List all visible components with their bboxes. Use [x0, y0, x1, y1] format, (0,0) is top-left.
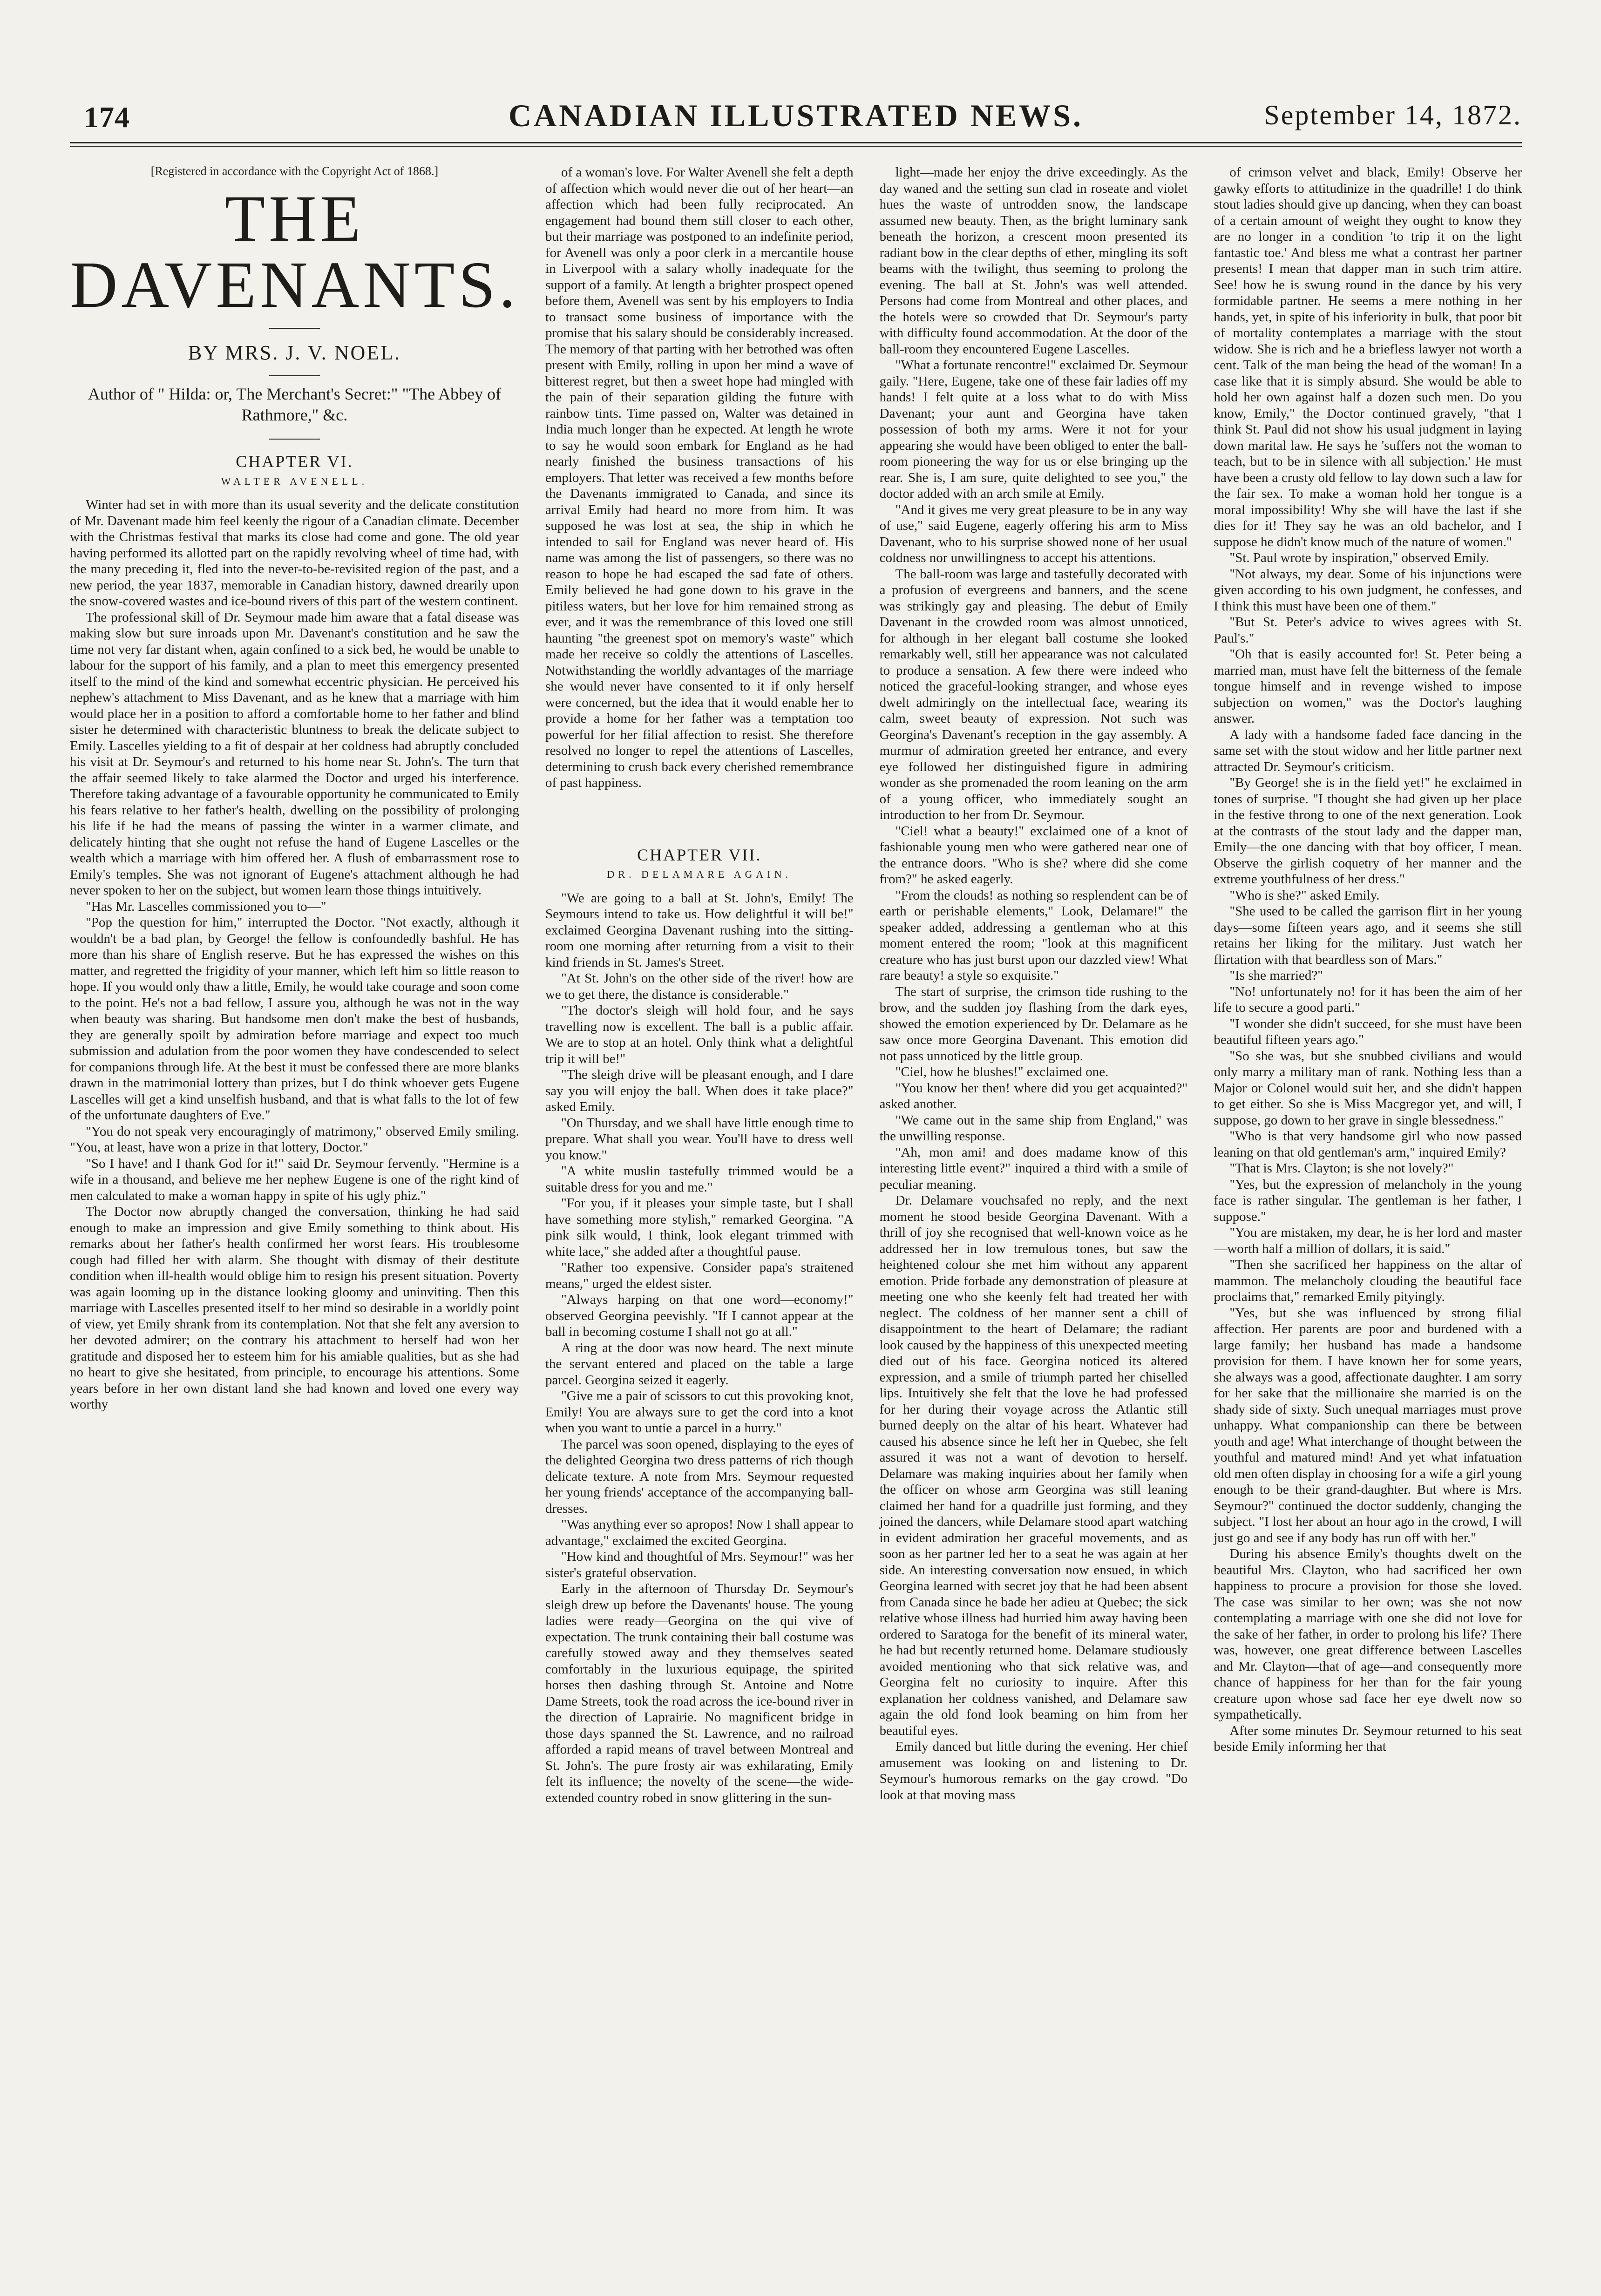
- column-3: [880, 164, 1188, 1806]
- paragraph: "You are mistaken, my dear, he is her lord and master—worth half a million of dollars, it is said.": [1214, 1225, 1522, 1256]
- chapter-7-body: [545, 890, 854, 1806]
- paragraph: "Rather too expensive. Consider papa's straitened means," urged the eldest sister.: [545, 1260, 854, 1291]
- paragraph: of crimson velvet and black, Emily! Observe her gawky efforts to attitudinize in the quadrille! I do think stout ladies should give up dancing, when they can boast of a certain amount of weight they ought to know they are no longer in a condition 'to trip it on the light fantastic toe.' And bless me what a contrast her partner presents! I mean that dapper man in such trim attire. See! how he is swung round in the dance by his very formidable partner. He seems a mere nothing in her hands, yet, in spite of his inferiority in bulk, that poor bit of mortality contemplates a marriage with the stout widow. She is rich and he a briefless lawyer not worth a cent. Talk of the man being the head of the woman! In a case like that it is simply absurd. She would be able to hold her own against half a dozen such men. Do you know, Emily," the Doctor continued gravely, "that I think St. Paul did not show his usual judgment in laying down marital law. He says he 'suffers not the woman to teach, but to be in silence with all subjection.' He must have been a crusty old fellow to lay down such a law for the fair sex. To make a woman hold her tongue is a moral impossibility! Why she will have the last if she dies for it! They say he was an old bachelor, and I suppose he didn't know much of the nature of women.": [1214, 165, 1522, 549]
- paragraph: "Ah, mon ami! and does madame know of this interesting little event?" inquired a third with a smile of peculiar meaning.: [879, 1145, 1188, 1192]
- paragraph: After some minutes Dr. Seymour returned to his seat beside Emily informing her that: [1214, 1723, 1522, 1754]
- spacer: [545, 791, 854, 833]
- paragraph: of a woman's love. For Walter Avenell she felt a depth of affection which would never die out of her heart—an affection which had been fully reciprocated. An engagement had bound them still closer to each other, but their marriage was postponed to an indefinite period, for Avenell was only a poor clerk in a mercantile house in Liverpool with a salary wholly inadequate for the support of a family. At length a brighter prospect opened before them, Avenell was sent by his employers to India to transact some business of importance with the promise that his salary should be considerably increased. The memory of that parting with her betrothed was often present with Emily, rolling in upon her mind a wave of bitterest regret, but then a sweet hope had mingled with the pain of their separation gilding the future with rainbow tints. Time passed on, Walter was detained in India much longer than he expected. At length he wrote to say he would soon embark for England as he had nearly finished the business transactions of his employers. That letter was received a few months before the Davenants immigrated to Canada, and since its arrival Emily had heard no more from him. It was supposed he was lost at sea, the ship in which he intended to sail for England was never heard of. His name was among the list of passengers, so there was no reason to hope he had escaped the sad fate of others. Emily believed he had gone down to his grave in the pitiless waters, but her love for him remained strong as ever, and it was the remembrance of this loved one still haunting "the greenest spot on memory's waste" which made her receive so coldly the attentions of Lascelles. Notwithstanding the worldly advantages of the marriage she would never have consented to it if only herself were concerned, but the idea that it would enable her to provide a home for her father was a temptation too powerful for her filial affection to resist. She therefore resolved no longer to repel the attentions of Lascelles, determining to crush back every cherished remembrance of past happiness.: [545, 165, 854, 790]
- paragraph: "What a fortunate rencontre!" exclaimed Dr. Seymour gaily. "Here, Eugene, take one of these fair ladies off my hands! I felt quite at a loss what to do with Miss Davenant; your aunt and Georgina have taken possession of both my arms. Were it not for your appearing she would have been obliged to enter the ball-room pioneering the way for us or else bringing up the rear. She is, I am sure, quite delighted to see you," the doctor added with an arch smile at Emily.: [879, 358, 1188, 501]
- paragraph: "Then she sacrificed her happiness on the altar of mammon. The melancholy clouding the beautiful face proclaims that," remarked Emily pityingly.: [1214, 1257, 1522, 1304]
- paragraph: "On Thursday, and we shall have little enough time to prepare. What shall you wear. You'll have to dress well you know.": [545, 1115, 854, 1163]
- divider: [269, 328, 320, 329]
- paragraph: Winter had set in with more than its usual severity and the delicate constitution of Mr. Davenant made him feel keenly the rigour of a Canadian climate. December with the Christmas festival that marks its close had come and gone. The old year having performed its allotted part on the rapidly revolving wheel of time had, with the many preceding it, fled into the never-to-be-revisited region of the past, and a new period, the year 1837, memorable in Canadian history, dawned drearily upon the snow-covered wastes and ice-bound rivers of this part of the western continent.: [70, 497, 519, 609]
- article-columns: [70, 164, 1522, 1806]
- header-rule: [70, 142, 1522, 147]
- paragraph: "Pop the question for him," interrupted the Doctor. "Not exactly, although it wouldn't be a bad plan, by George! the fellow is confoundedly bashful. He has more than his share of English reserve. But he has expressed the wishes on this matter, and regretted the frigidity of your manner, which left him so little reason to hope. If you would only thaw a little, Emily, he would take courage and soon come to the point. He's not a bad fellow, I assure you, although he was not in the way when beauty was sharing. But handsome men don't make the best of husbands, they are generally spoilt by admiration before marriage and expect too much submission and adulation from the poor women they have condescended to select for companions through life. At the best it must be confessed there are more blanks drawn in the matrimonial lottery than prizes, but I do think whoever gets Eugene Lascelles will get a kind unselfish husband, and that is what falls to the lot of few of the unfortunate daughters of Eve.": [70, 915, 519, 1123]
- paragraph: "The doctor's sleigh will hold four, and he says travelling now is excellent. The ball is a public affair. We are to stop at an hotel. Only think what a delightful trip it will be!": [545, 1003, 854, 1066]
- column-1: [70, 164, 519, 1806]
- paragraph: "No! unfortunately no! for it has been the aim of her life to secure a good parti.": [1214, 984, 1522, 1015]
- paragraph: During his absence Emily's thoughts dwelt on the beautiful Mrs. Clayton, who had sacrificed her own happiness to procure a provision for those she loved. The case was similar to her own; was she not now contemplating a marriage with one she did not love for the sake of her father, in order to prolong his life? There was, however, one great difference between Lascelles and Mr. Clayton—that of age—and consequently more chance of happiness for her than for the fair young creature upon whose sad face her eye dwelt now so sympathetically.: [1214, 1546, 1522, 1722]
- chapter-subtitle: WALTER AVENELL.: [221, 475, 368, 488]
- paragraph: "The sleigh drive will be pleasant enough, and I dare say you will enjoy the ball. When does it take place?" asked Emily.: [545, 1067, 854, 1114]
- paragraph: "How kind and thoughtful of Mrs. Seymour!" was her sister's grateful observation.: [545, 1549, 854, 1580]
- paragraph: Early in the afternoon of Thursday Dr. Seymour's sleigh drew up before the Davenants' house. The young ladies were ready—Georgina on the qui vive of expectation. The trunk containing their ball costume was carefully stowed away and they themselves seated comfortably in the luxurious equipage, the spirited horses then dashing through St. Antoine and Notre Dame Streets, took the road across the ice-bound river in the direction of Laprairie. No magnificent bridge in those days spanned the St. Lawrence, and no railroad afforded a rapid means of travel between Montreal and St. John's. The pure frosty air was exhilarating, Emily felt its influence; the novelty of the scene—the wide-extended country robed in snow glittering in the sun-: [545, 1581, 854, 1805]
- paragraph: "At St. John's on the other side of the river! how are we to get there, the distance is considerable.": [545, 971, 854, 1002]
- column-3-body: [880, 164, 1188, 1803]
- paragraph: "So she was, but she snubbed civilians and would only marry a military man of rank. Nothing less than a Major or Colonel would suit her, and she didn't happen to get either. So she is Miss Macgregor yet, and will, I suppose, go down to her grave in single blessedness.": [1214, 1048, 1522, 1128]
- paragraph: "Oh that is easily accounted for! St. Peter being a married man, must have felt the bitterness of the female tongue himself and in revenge wished to impose subjection on women," was the Doctor's laughing answer.: [1214, 647, 1522, 726]
- paragraph: The parcel was soon opened, displaying to the eyes of the delighted Georgina two dress patterns of rich though delicate texture. A note from Mrs. Seymour requested her young friends' acceptance of the accompanying ball-dresses.: [545, 1436, 854, 1516]
- paragraph: Dr. Delamare vouchsafed no reply, and the next moment he stood beside Georgina Davenant. With a thrill of joy she recognised that well-known voice as he addressed her in low tremulous tones, but saw the heightened colour she met him without any apparent emotion. Pride forbade any demonstration of pleasure at meeting one who she keenly felt had treated her with neglect. The coldness of her manner sent a chill of disappointment to the heart of Delamare; the radiant look caused by the happiness of this unexpected meeting died out of his face. Georgina noticed its altered expression, and a smile of triumph parted her chiselled lips. Intuitively she felt that the love he had professed for her during their voyage across the Atlantic still burned deeply on the altar of his heart. Whatever had caused his absence since he left her in Quebec, she felt assured it was not a want of devotion to herself. Delamare was making inquiries about her family when the officer on whose arm Georgina was still leaning claimed her hand for a quadrille just forming, and they joined the dancers, while Delamare stood apart watching in evident admiration her graceful movements, and as soon as her partner led her to a seat he was again at her side. An interesting conversation now ensued, in which Georgina learned with secret joy that he had been absent from Canada since he bade her adieu at Quebec; the sick relative whose illness had hurried him away having been ordered to Saratoga for the benefit of its mineral water, he had but recently returned home. Delamare studiously avoided mentioning who that sick relative was, and Georgina felt no curiosity to inquire. After this explanation her coldness vanished, and Delamare saw again the old fond look beaming on him from her beautiful eyes.: [879, 1193, 1188, 1738]
- paragraph: The Doctor now abruptly changed the conversation, thinking he had said enough to make an impression and give Emily something to think about. His remarks about her father's health confirmed her worst fears. His troublesome cough had filled her with alarm. She thought with dismay of their destitute condition when ill-health would oblige him to resign his present situation. Poverty was again looming up in the distance looking gloomy and uninviting. Then this marriage with Lascelles presented itself to her mind so desirable in a worldly point of view, yet Emily shrank from its contemplation. Not that she felt any aversion to her devoted admirer; on the contrary his attachment to herself had won her gratitude and disposed her to esteem him for his amiable qualities, but as she had no heart to give she hesitated, from principle, to encourage his attentions. Some years before in her own distant land she had known and loved one every way worthy: [70, 1204, 519, 1412]
- paragraph: The professional skill of Dr. Seymour made him aware that a fatal disease was making slow but sure inroads upon Mr. Davenant's constitution and he saw the time not very far distant when, again confined to a sick bed, he would be unable to labour for the support of his family, and a plan to meet this emergency presented itself to the mind of the kind and somewhat eccentric physician. He perceived his nephew's attachment to Miss Davenant, and as he knew that a marriage with him would place her in a position to afford a comfortable home to her father and blind sister he determined with characteristic bluntness to break the delicate subject to Emily. Lascelles yielding to a fit of despair at her coldness had abruptly concluded his visit at Dr. Seymour's and returned to his home near St. John's. The turn that the affair seemed likely to take alarmed the Doctor and urged his interference. Therefore taking advantage of a favourable opportunity he communicated to Emily his fears relative to her father's health, dwelling on the possibility of prolonging his life if he had the means of passing the winter in a warmer climate, and delicately hinting that she ought not refuse the hand of Eugene Lascelles or the wealth which a marriage with him offered her. A flush of embarrassment rose to Emily's temples. She was not ignorant of Eugene's attachment although he had never spoken to her on the subject, but women learn those things intuitively.: [70, 610, 519, 898]
- column-4: [1214, 164, 1522, 1806]
- paragraph: "Not always, my dear. Some of his injunctions were given according to his own judgment, he confesses, and I think this must have been one of them.": [1214, 566, 1522, 614]
- paragraph: "And it gives me very great pleasure to be in any way of use," said Eugene, eagerly offering his arm to Miss Davenant, who to his surprise showed none of her usual coldness nor unwillingness to accept his attentions.: [879, 502, 1188, 565]
- paragraph: "She used to be called the garrison flirt in her young days—some fifteen years ago, and it seems she still retains her liking for the military. Just watch her flirtation with that beardless son of Mars.": [1214, 904, 1522, 967]
- chapter-subtitle: DR. DELAMARE AGAIN.: [607, 868, 792, 880]
- paragraph: "I wonder she didn't succeed, for she must have been beautiful fifteen years ago.": [1214, 1016, 1522, 1047]
- paragraph: "But St. Peter's advice to wives agrees with St. Paul's.": [1214, 615, 1522, 646]
- paragraph: "So I have! and I thank God for it!" said Dr. Seymour fervently. "Hermine is a wife in a thousand, and believe me her nephew Eugene is one of the right kind of men calculated to make a woman happy in spite of his ugly phiz.": [70, 1156, 519, 1203]
- paragraph: "Is she married?": [1229, 968, 1323, 983]
- byline: BY MRS. J. V. NOEL.: [188, 341, 401, 364]
- divider: [269, 439, 320, 440]
- paragraph: "That is Mrs. Clayton; is she not lovely?": [1229, 1161, 1454, 1176]
- paragraph: "Give me a pair of scissors to cut this provoking knot, Emily! You are always sure to get the cord into a knot when you want to untie a parcel in a hurry.": [545, 1388, 854, 1436]
- paragraph: light—made her enjoy the drive exceedingly. As the day waned and the setting sun clad in roseate and violet hues the waste of untrodden snow, the landscape assumed new beauty. Then, as the bright luminary sank beneath the horizon, a crescent moon presented its radiant bow in the clear depths of ether, mingling its soft beams with the twilight, thus seeming to prolong the evening. The ball at St. John's was well attended. Persons had come from Montreal and other places, and the hotels were so crowded that Dr. Seymour's party with difficulty found accommodation. At the door of the ball-room they encountered Eugene Lascelles.: [879, 165, 1188, 357]
- paragraph: A ring at the door was now heard. The next minute the servant entered and placed on the table a large parcel. Georgina seized it eagerly.: [545, 1340, 854, 1388]
- paragraph: "We came out in the same ship from England," was the unwilling response.: [879, 1112, 1188, 1144]
- masthead: CANADIAN ILLUSTRATED NEWS.: [509, 98, 1083, 133]
- paragraph: "Ciel! what a beauty!" exclaimed one of a knot of fashionable young men who were gathered near one of the entrance doors. "Who is she? where did she come from?" he asked eagerly.: [879, 823, 1188, 887]
- page-number: 174: [84, 101, 130, 134]
- paragraph: "Always harping on that one word—economy!" observed Georgina peevishly. "If I cannot appear at the ball in becoming costume I shall not go at all.": [545, 1292, 854, 1339]
- paragraph: The start of surprise, the crimson tide rushing to the brow, and the sudden joy flashing from the dark eyes, showed the emotion experienced by Dr. Delamare as he saw once more Georgina Davenant. This emotion did not pass unnoticed by the little group.: [879, 984, 1188, 1063]
- chapter-heading: CHAPTER VII.: [637, 845, 762, 864]
- paragraph: "A white muslin tastefully trimmed would be a suitable dress for you and me.": [545, 1164, 854, 1195]
- page-header: [70, 95, 1522, 137]
- paragraph: "For you, if it pleases your simple taste, but I shall have something more stylish," remarked Georgina. "A pink silk would, I think, look elegant trimmed with white lace," she added after a thoughtful pause.: [545, 1196, 854, 1259]
- column-1-body: [70, 497, 519, 1413]
- paragraph: "Who is she?" asked Emily.: [1229, 887, 1380, 903]
- issue-date: September 14, 1872.: [1264, 100, 1522, 130]
- paragraph: The ball-room was large and tastefully decorated with a profusion of evergreens and banners, and the scene was strikingly gay and pleasing. The debut of Emily Davenant in the crowded room was almost unnoticed, for although in her elegant ball costume she looked remarkably well, still her appearance was not calculated to produce a sensation. A few there were indeed who noticed the graceful-looking stranger, and whose eyes dwelt admiringly on the intellectual face, wearing its calm, sweet beauty of expression. Not such was Georgina's Davenant's reception in the gay assembly. A murmur of admiration greeted her entrance, and every eye followed her distinguished figure in admiring wonder as she promenaded the room leaning on the arm of a young officer, who immediately sought an introduction to her from Dr. Seymour.: [879, 566, 1188, 822]
- paragraph: A lady with a handsome faded face dancing in the same set with the stout widow and her little partner next attracted Dr. Seymour's criticism.: [1214, 727, 1522, 774]
- paragraph: "Yes, but the expression of melancholy in the young face is rather singular. The gentleman is her father, I suppose.": [1214, 1177, 1522, 1224]
- paragraph: "Ciel, how he blushes!" exclaimed one.: [895, 1064, 1109, 1079]
- chapter-heading: CHAPTER VI.: [236, 452, 353, 471]
- column-2: [545, 164, 854, 1806]
- column-4-body: [1214, 164, 1522, 1755]
- paragraph: "Who is that very handsome girl who now passed leaning on that old gentleman's arm," inquired Emily?: [1214, 1129, 1522, 1160]
- paragraph: "Was anything ever so apropos! Now I shall appear to advantage," exclaimed the excited Georgina.: [545, 1517, 854, 1548]
- paragraph: "Has Mr. Lascelles commissioned you to—": [86, 899, 326, 914]
- author-credits: Author of " Hilda: or, The Merchant's Secret:" "The Abbey of Rathmore," &c.: [88, 385, 502, 425]
- copyright-notice: [Registered in accordance with the Copyright Act of 1868.]: [150, 164, 439, 178]
- paragraph: "St. Paul wrote by inspiration," observed Emily.: [1229, 550, 1489, 565]
- paragraph: "You do not speak very encouragingly of matrimony," observed Emily smiling. "You, at least, have won a prize in that lottery, Doctor.": [70, 1124, 519, 1155]
- paragraph: "Yes, but she was influenced by strong filial affection. Her parents are poor and burdened with a large family; her husband has made a handsome provision for them. I have known her for some years, she always was a good, affectionate daughter. I am sorry for her sake that the millionaire she married is on the shady side of sixty. Such unequal marriages must prove unhappy. What companionship can there be between youth and age! What interchange of thought between the youthful and matured mind! And yet what infatuation old men often display in choosing for a wife a girl young enough to be their grand-daughter. But where is Mrs. Seymour?" continued the doctor suddenly, changing the subject. "I lost her about an hour ago in the crowd, I will just go and see if any body has run off with her.": [1214, 1305, 1522, 1545]
- paragraph: "By George! she is in the field yet!" he exclaimed in tones of surprise. "I thought she had given up her place in the festive throng to one of the next generation. Look at the contrasts of the stout lady and the dapper man, Emily—the one dancing with that boy officer, I mean. Observe the girlish coquetry of her manner and the extreme youthfulness of her dress.": [1214, 775, 1522, 887]
- story-title: THE DAVENANTS.: [70, 181, 519, 321]
- column-2-body: [545, 164, 854, 791]
- paragraph: Emily danced but little during the evening. Her chief amusement was looking on and listening to Dr. Seymour's humorous remarks on the gay crowd. "Do look at that moving mass: [879, 1739, 1188, 1802]
- paragraph: "From the clouds! as nothing so resplendent can be of earth or perishable elements," Look, Delamare!" the speaker added, addressing a gentleman who at this moment entered the room; "look at this magnificent creature who has just burst upon our dazzled view! What rare beauty! a style so exquisite.": [879, 887, 1188, 983]
- paragraph: "We are going to a ball at St. John's, Emily! The Seymours intend to take us. How delightful it will be!" exclaimed Georgina Davenant rushing into the sitting-room one morning after returning from a visit to their kind friends in St. James's Street.: [545, 890, 854, 970]
- divider: [269, 375, 320, 376]
- paragraph: "You know her then! where did you get acquainted?" asked another.: [879, 1080, 1188, 1111]
